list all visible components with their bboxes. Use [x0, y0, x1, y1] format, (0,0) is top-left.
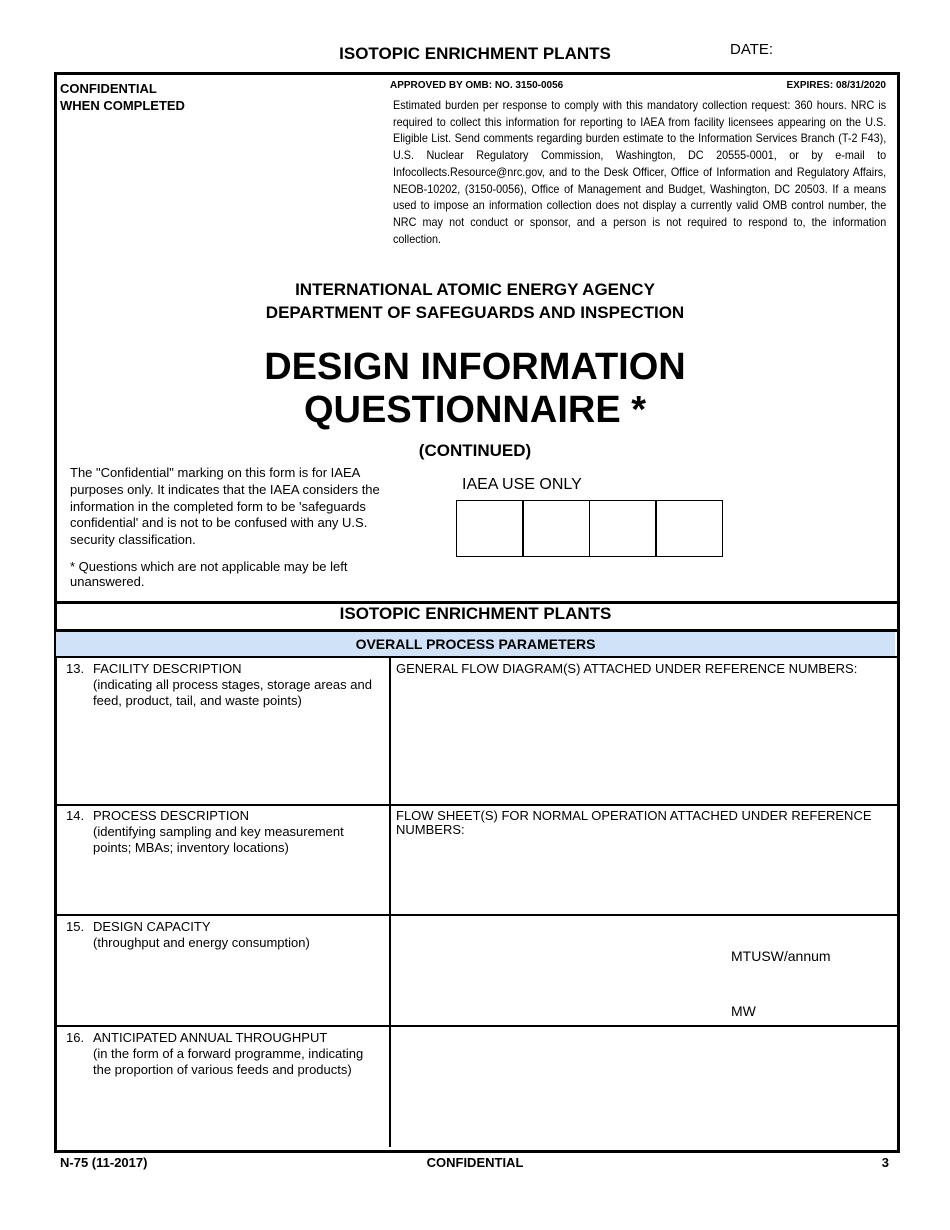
- question-number: 15.: [66, 919, 85, 934]
- row-divider: [54, 804, 897, 806]
- question-detail: (identifying sampling and key measurement points; MBAs; inventory locations): [93, 824, 344, 855]
- confidential-line2: WHEN COMPLETED: [60, 98, 185, 113]
- answer-field-16[interactable]: [392, 1027, 894, 1145]
- question-number: 16.: [66, 1030, 85, 1045]
- burden-statement: Estimated burden per response to comply with this mandatory collection request: 360 hours. NRC is required to collect this information for reporting to IAEA from facility licensees appearing on the U.S. Eligible List. Send comments regarding burden estimate to the Information Services Branch (T-2 F43), U.S. Nuclear Regulatory Commission, Washington, DC 20555-0001, or by e-mail to Infocollects.Resource@nrc.gov, and to the Desk Officer, Office of Information and Regulatory Affairs, NEOB-10202, (3150-0056), Office of Management and Budget, Washington, DC 20503. If a means used to impose an information collection does not display a currently valid OMB control number, the NRC may not conduct or sponsor, and a person is not required to respond to, the information collection.: [393, 98, 887, 246]
- unit-mw: MW: [731, 1003, 756, 1019]
- question-14: [66, 808, 376, 856]
- date-label: DATE:: [730, 41, 774, 58]
- form-title: [0, 346, 950, 432]
- unit-mtusw: MTUSW/annum: [731, 948, 831, 964]
- confidential-note: The "Confidential" marking on this form is for IAEA purposes only. It indicates that the IAEA considers the information in the completed form to be 'safeguards confidential' and is not to be confused with any U.S. security classification.: [70, 465, 380, 548]
- omb-approval: APPROVED BY OMB: NO. 3150-0056: [390, 80, 564, 91]
- section-title: ISOTOPIC ENRICHMENT PLANTS: [339, 604, 612, 623]
- agency-heading: [0, 278, 950, 324]
- header-title: ISOTOPIC ENRICHMENT PLANTS: [339, 44, 611, 63]
- question-number: 14.: [66, 808, 85, 823]
- answer-field-14[interactable]: FLOW SHEET(S) FOR NORMAL OPERATION ATTACHED UNDER REFERENCE NUMBERS:: [396, 808, 872, 837]
- question-detail: (indicating all process stages, storage areas and feed, product, tail, and waste points): [93, 677, 372, 708]
- form-id: N-75 (11-2017): [60, 1155, 148, 1170]
- iaea-box: [456, 500, 524, 557]
- footer-classification: CONFIDENTIAL: [426, 1155, 524, 1170]
- continued-label: (CONTINUED): [418, 441, 532, 460]
- page-number: 3: [881, 1155, 889, 1170]
- iaea-box: [655, 500, 723, 557]
- iaea-box: [522, 500, 590, 557]
- question-title: FACILITY DESCRIPTION: [93, 661, 242, 676]
- subheader-divider: [54, 656, 897, 658]
- question-detail: (in the form of a forward programme, indicating the proportion of various feeds and products): [93, 1046, 364, 1077]
- question-13: [66, 661, 376, 709]
- question-number: 13.: [66, 661, 85, 676]
- question-title: ANTICIPATED ANNUAL THROUGHPUT: [93, 1030, 328, 1045]
- confidential-line1: CONFIDENTIAL: [60, 81, 157, 96]
- form-title-line1: DESIGN INFORMATION: [264, 346, 686, 388]
- iaea-box: [589, 500, 657, 557]
- omb-expires: EXPIRES: 08/31/2020: [786, 80, 886, 91]
- question-15: [66, 919, 376, 951]
- form-title-line2: QUESTIONNAIRE *: [303, 389, 647, 431]
- column-divider: [389, 657, 391, 1147]
- question-detail: (throughput and energy consumption): [93, 935, 310, 950]
- answer-field-15[interactable]: [392, 916, 894, 1026]
- agency-name: INTERNATIONAL ATOMIC ENERGY AGENCY: [295, 280, 655, 299]
- question-16: [66, 1030, 376, 1078]
- iaea-use-only-label: IAEA USE ONLY: [462, 476, 582, 493]
- answer-field-13[interactable]: GENERAL FLOW DIAGRAM(S) ATTACHED UNDER REFERENCE NUMBERS:: [396, 661, 858, 676]
- agency-department: DEPARTMENT OF SAFEGUARDS AND INSPECTION: [265, 303, 685, 322]
- question-title: DESIGN CAPACITY: [93, 919, 211, 934]
- section-subheader: OVERALL PROCESS PARAMETERS: [56, 632, 895, 656]
- not-applicable-note: * Questions which are not applicable may be left unanswered.: [70, 559, 348, 589]
- confidential-marking: [60, 80, 185, 114]
- iaea-use-only-boxes: [457, 500, 723, 557]
- question-title: PROCESS DESCRIPTION: [93, 808, 250, 823]
